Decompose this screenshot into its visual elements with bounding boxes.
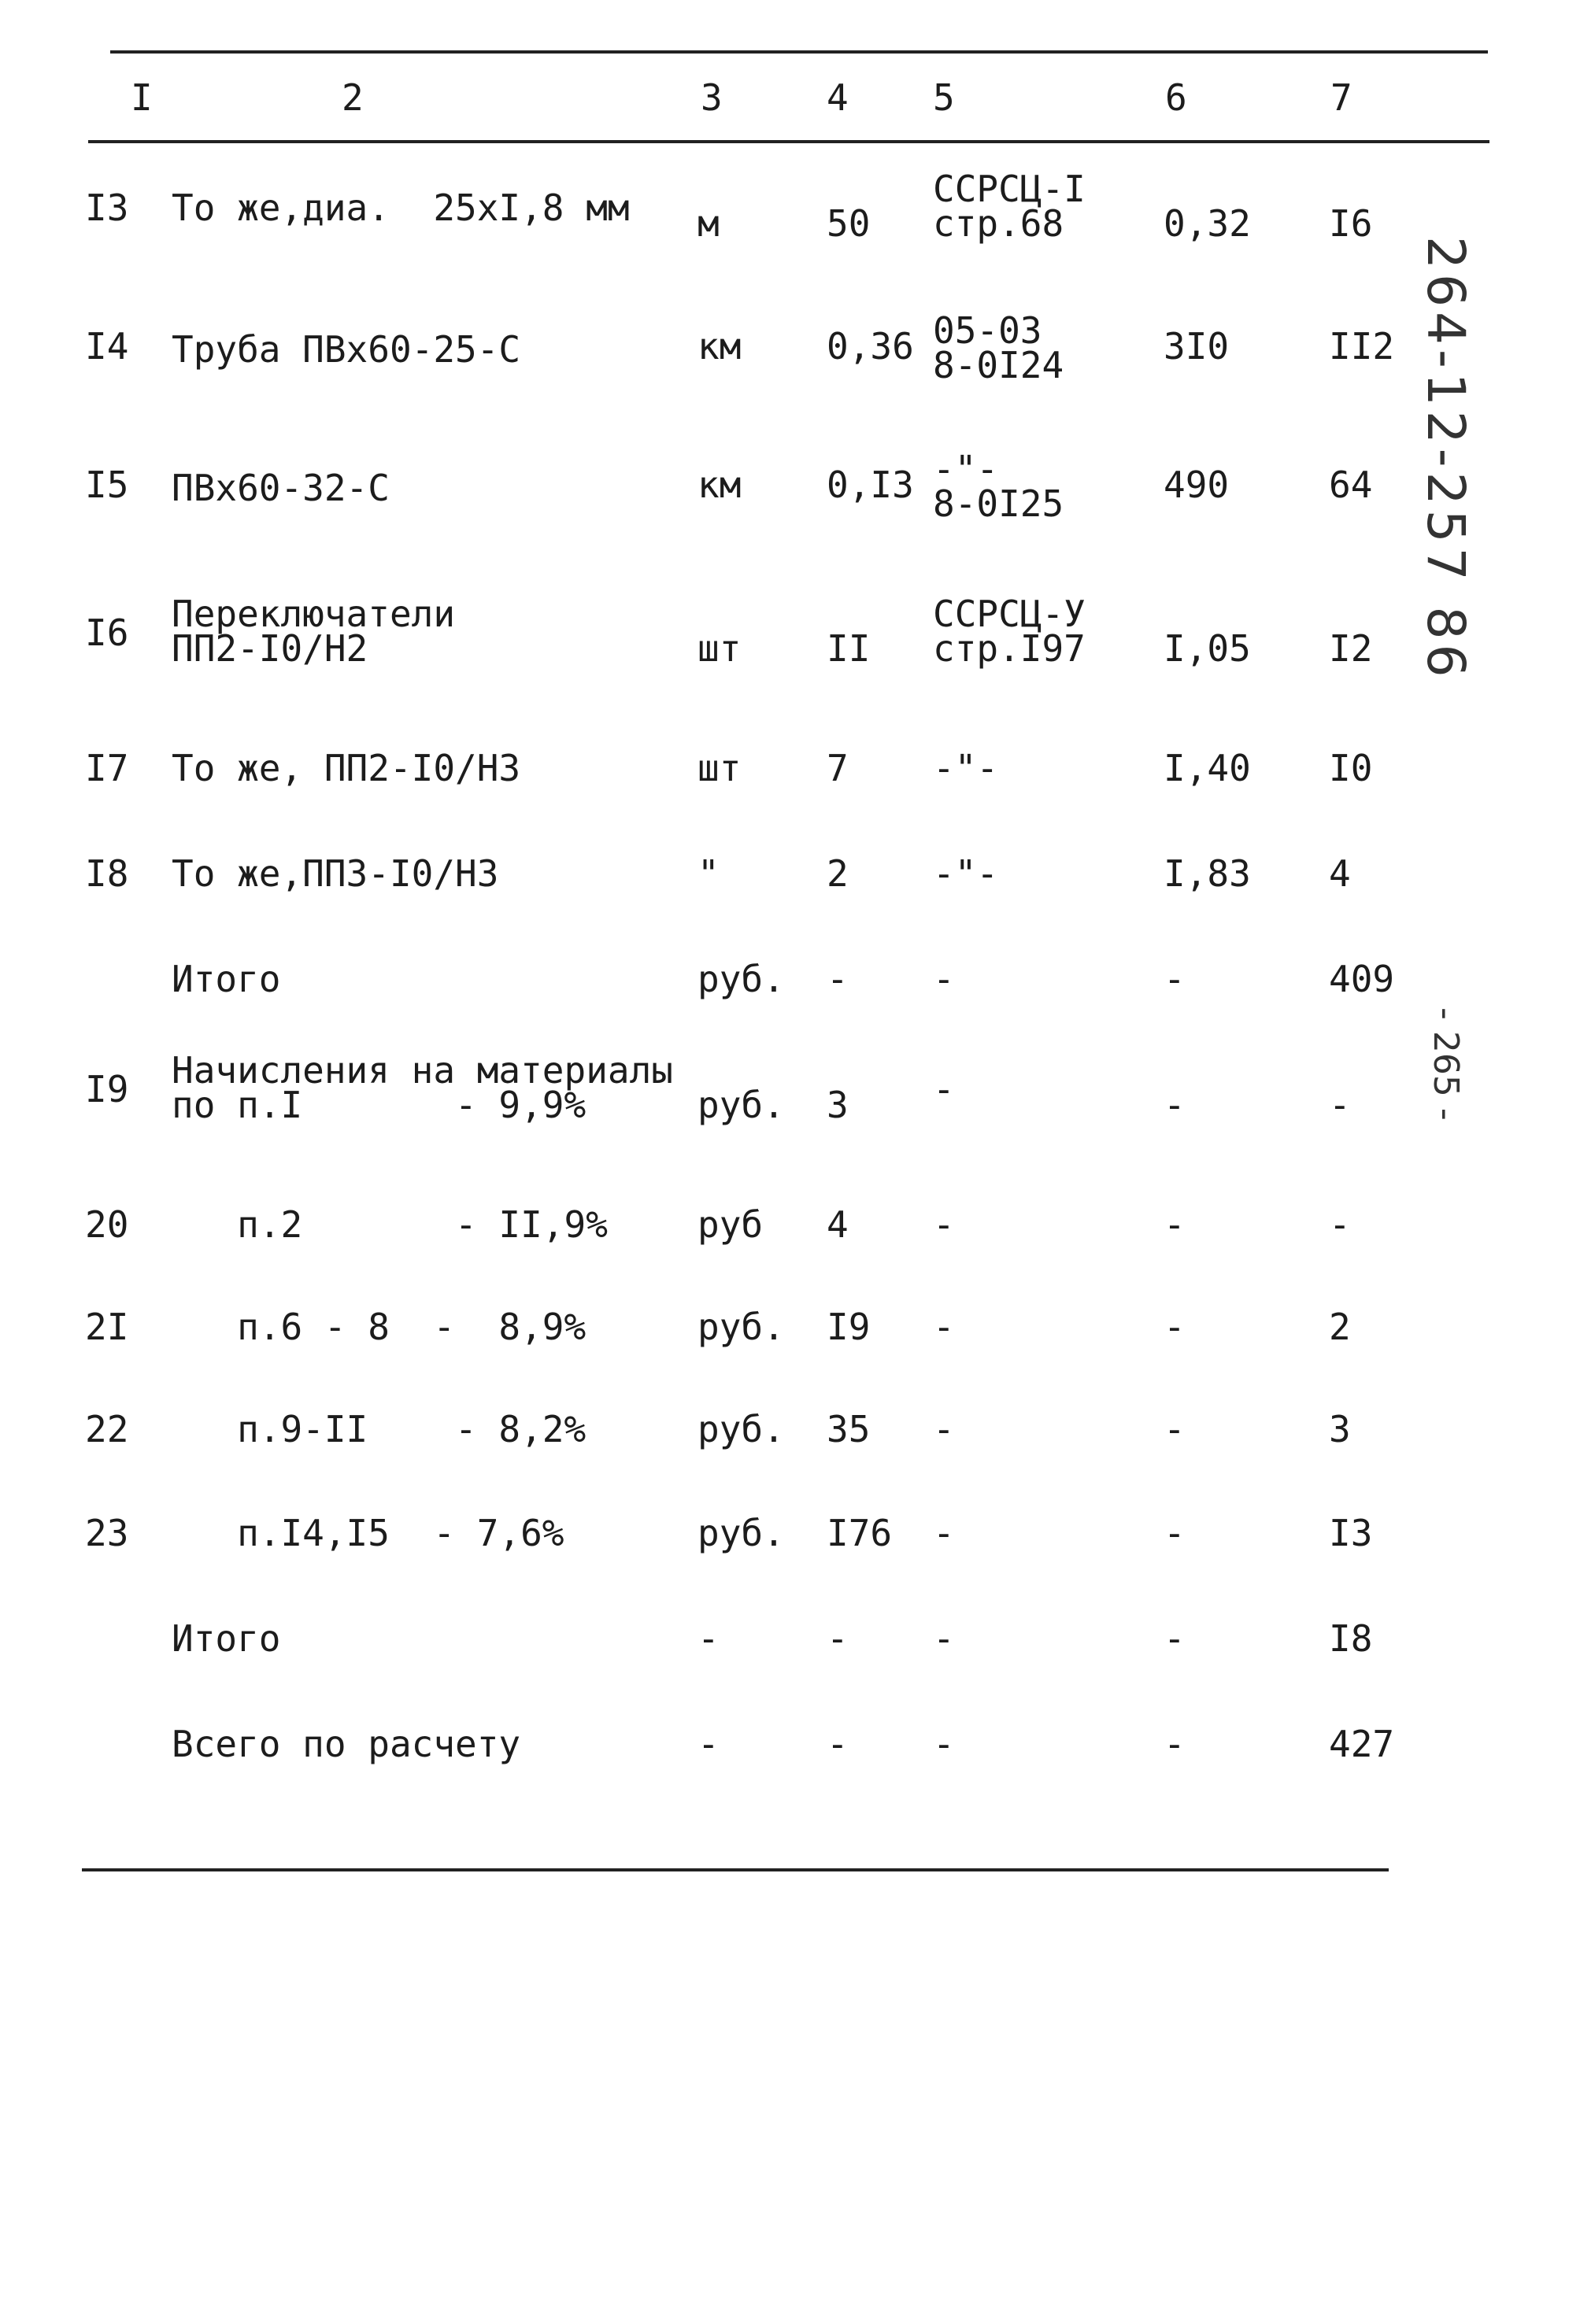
row-name: Итого [172, 958, 281, 1000]
row-price: 3I0 [1164, 325, 1230, 368]
row-quantity: - [827, 1617, 849, 1660]
row-price: 490 [1164, 464, 1230, 506]
row-source-line: ССРСЦ-У [933, 593, 1086, 635]
row-quantity: - [827, 1723, 849, 1765]
row-total: 4 [1329, 852, 1351, 895]
row-total: II2 [1329, 325, 1395, 368]
row-unit: руб. [697, 1084, 785, 1126]
row-quantity: 35 [827, 1408, 871, 1450]
row-unit: руб [697, 1203, 764, 1246]
row-source-line: стр.68 [933, 202, 1064, 245]
row-total: 3 [1329, 1408, 1351, 1450]
row-source-line: 8-0I25 [933, 482, 1064, 525]
row-price: - [1164, 958, 1186, 1000]
row-name: Всего по расчету [172, 1723, 521, 1765]
row-total: I0 [1329, 747, 1373, 789]
row-unit: км [697, 325, 742, 368]
row-total: 2 [1329, 1306, 1351, 1348]
page-number-note: - 265 - [1426, 1007, 1466, 1121]
row-name: п.6 - 8 - 8,9% [172, 1306, 586, 1348]
row-quantity: 2 [827, 852, 849, 895]
row-price: - [1164, 1512, 1186, 1554]
row-source: - [933, 1203, 955, 1246]
row-number: I3 [85, 187, 129, 229]
row-source: - [933, 1512, 955, 1554]
row-total: - [1329, 1203, 1351, 1246]
row-name: То же,ПП3-I0/Н3 [172, 852, 499, 895]
row-number: I5 [85, 464, 129, 506]
row-number: I6 [85, 611, 129, 654]
row-name: Труба ПВх60-25-С [172, 328, 521, 371]
row-quantity: I9 [827, 1306, 871, 1348]
header-col-7: 7 [1330, 76, 1352, 119]
row-name: То же, ПП2-I0/Н3 [172, 747, 521, 789]
row-total: I8 [1329, 1617, 1373, 1660]
row-total: 64 [1329, 464, 1373, 506]
row-unit: руб. [697, 1408, 785, 1450]
row-source: - [933, 958, 955, 1000]
row-price: I,05 [1164, 627, 1251, 670]
row-source: - [933, 1068, 955, 1110]
row-number: 20 [85, 1203, 129, 1246]
header-rule [88, 140, 1489, 143]
row-quantity: II [827, 627, 871, 670]
row-price: I,83 [1164, 852, 1251, 895]
header-col-1: I [131, 76, 153, 119]
row-number: 2I [85, 1306, 129, 1348]
row-total: I3 [1329, 1512, 1373, 1554]
row-unit: - [697, 1617, 720, 1660]
row-price: - [1164, 1408, 1186, 1450]
row-total: I2 [1329, 627, 1373, 670]
row-name: п.I4,I5 - 7,6% [172, 1512, 564, 1554]
row-unit: " [697, 852, 720, 895]
header-col-5: 5 [933, 76, 955, 119]
row-source-line: -"- [933, 448, 999, 490]
row-quantity: I76 [827, 1512, 893, 1554]
row-price: - [1164, 1306, 1186, 1348]
row-price: - [1164, 1203, 1186, 1246]
row-quantity: 0,I3 [827, 464, 914, 506]
header-col-4: 4 [827, 76, 849, 119]
row-quantity: 50 [827, 202, 871, 245]
row-quantity: - [827, 958, 849, 1000]
row-name: ПВх60-32-С [172, 467, 390, 509]
row-unit: руб. [697, 1306, 785, 1348]
row-name-line: Переключатели [172, 593, 456, 635]
header-col-3: 3 [701, 76, 723, 119]
row-number: I4 [85, 325, 129, 368]
row-unit: км [697, 464, 742, 506]
row-quantity: 0,36 [827, 325, 914, 368]
row-source: - [933, 1617, 955, 1660]
row-quantity: 3 [827, 1084, 849, 1126]
row-source-line: стр.I97 [933, 627, 1086, 670]
row-name-line: ПП2-I0/Н2 [172, 627, 368, 670]
row-name-line: Начисления на материалы [172, 1049, 673, 1092]
row-source: - [933, 1408, 955, 1450]
row-total: 409 [1329, 958, 1395, 1000]
row-unit: шт [697, 627, 742, 670]
row-unit: руб. [697, 1512, 785, 1554]
row-total: 427 [1329, 1723, 1395, 1765]
row-source: - [933, 1723, 955, 1765]
row-price: - [1164, 1617, 1186, 1660]
row-name: п.9-II - 8,2% [172, 1408, 586, 1450]
row-source-line: 05-03 [933, 309, 1042, 352]
row-unit: м [697, 202, 720, 245]
row-source: -"- [933, 852, 999, 895]
row-quantity: 4 [827, 1203, 849, 1246]
row-number: 23 [85, 1512, 129, 1554]
row-unit: руб. [697, 958, 785, 1000]
row-name: п.2 - II,9% [172, 1203, 608, 1246]
row-number: 22 [85, 1408, 129, 1450]
row-number: I8 [85, 852, 129, 895]
row-name: То же,диа. 25хI,8 мм [172, 187, 630, 229]
row-unit: - [697, 1723, 720, 1765]
row-total: - [1329, 1084, 1351, 1126]
row-price: - [1164, 1084, 1186, 1126]
row-number: I7 [85, 747, 129, 789]
row-quantity: 7 [827, 747, 849, 789]
bottom-rule [82, 1868, 1389, 1871]
document-code-note: 264-12-257 86 [1415, 236, 1476, 682]
header-col-6: 6 [1165, 76, 1187, 119]
row-price: 0,32 [1164, 202, 1251, 245]
row-source: - [933, 1306, 955, 1348]
row-source-line: 8-0I24 [933, 344, 1064, 386]
row-total: I6 [1329, 202, 1373, 245]
top-rule [110, 50, 1488, 54]
row-source-line: ССРСЦ-I [933, 168, 1086, 210]
row-source: -"- [933, 747, 999, 789]
row-name-line: по п.I - 9,9% [172, 1084, 586, 1126]
row-unit: шт [697, 747, 742, 789]
header-col-2: 2 [342, 76, 364, 119]
row-price: I,40 [1164, 747, 1251, 789]
row-name: Итого [172, 1617, 281, 1660]
row-price: - [1164, 1723, 1186, 1765]
row-number: I9 [85, 1068, 129, 1110]
